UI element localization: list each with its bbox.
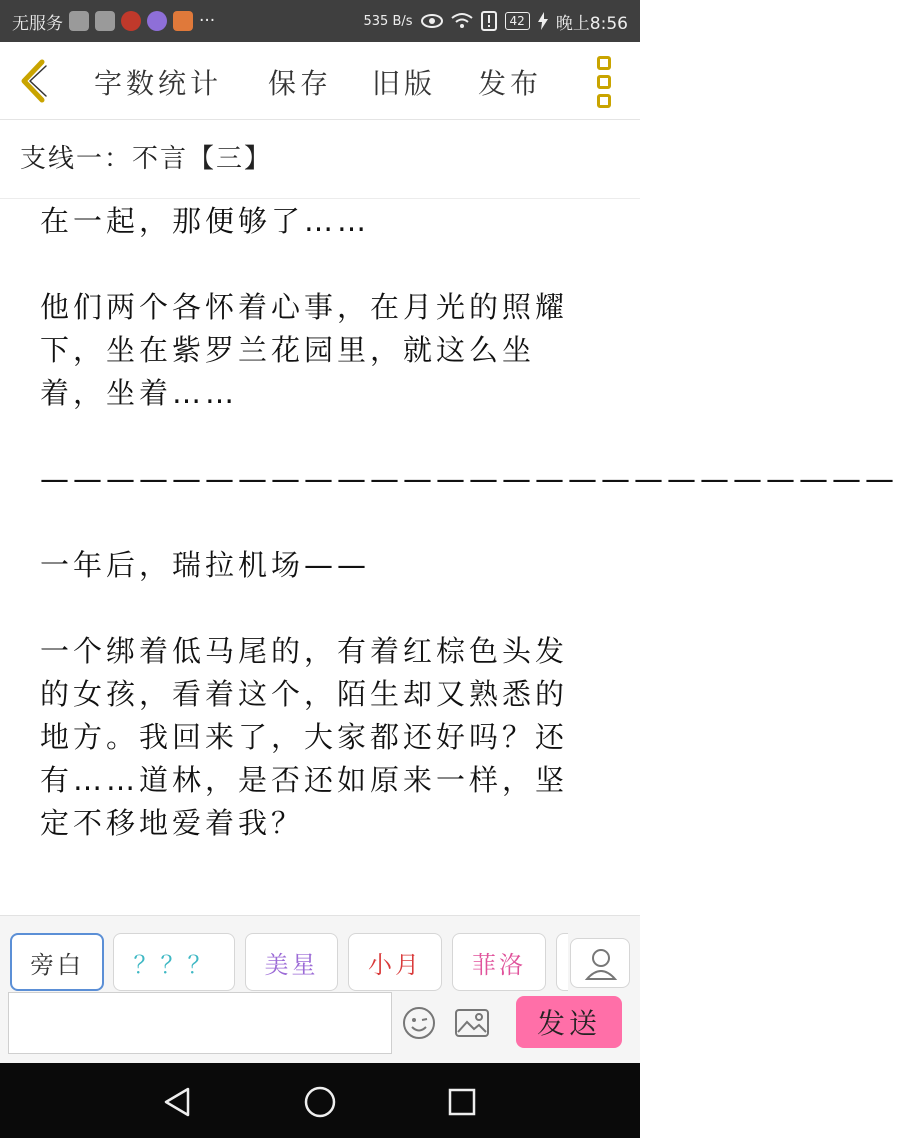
- role-label: 旁白: [30, 950, 84, 979]
- editor-toolbar: [0, 42, 640, 120]
- user-icon: [571, 939, 631, 989]
- status-right: [364, 0, 629, 42]
- net-speed: 535 B/s: [363, 13, 413, 29]
- story-paragraph: 他们两个各怀着心事，在月光的照耀下，坐在紫罗兰花园里，就这么坐着，坐着……: [40, 290, 569, 410]
- role-button-feiluo[interactable]: [452, 933, 546, 991]
- role-button-narrator[interactable]: [10, 933, 104, 991]
- role-button-overflow[interactable]: [556, 933, 568, 991]
- message-input[interactable]: [8, 992, 392, 1054]
- wifi-icon: [451, 12, 473, 30]
- story-paragraph: 一个绑着低马尾的，有着红棕色头发的女孩，看着这个，陌生却又熟悉的地方。我回来了，大家都还好吗？还有……道林，是否还如原来一样，坚定不移地爱着我？: [40, 634, 569, 840]
- circle-home-icon: [303, 1085, 337, 1119]
- more-vertical-icon: [597, 75, 611, 89]
- chapter-title[interactable]: 支线一：不言【三】: [20, 144, 273, 174]
- notification-app-icon: [147, 11, 167, 31]
- role-label: 菲洛: [472, 950, 526, 979]
- role-label: ？？？: [133, 950, 215, 979]
- notification-app-icon: [173, 11, 193, 31]
- triangle-back-icon: [160, 1085, 194, 1119]
- role-label: 美星: [264, 950, 319, 979]
- more-vertical-icon: [597, 56, 611, 70]
- story-paragraph: 在一起，那便够了……: [40, 204, 371, 238]
- more-menu-button[interactable]: [594, 56, 614, 108]
- status-bar: [0, 0, 640, 42]
- image-button[interactable]: [454, 1006, 490, 1040]
- notification-app-icon: [69, 11, 89, 31]
- role-button-unknown[interactable]: [113, 933, 235, 991]
- status-left: [12, 0, 215, 42]
- divider: [0, 198, 640, 199]
- role-button-xiaoyue[interactable]: [348, 933, 442, 991]
- story-paragraph: 一年后，瑞拉机场——: [40, 548, 371, 582]
- scene-separator: ——————————————————————————: [40, 462, 898, 496]
- more-vertical-icon: [597, 94, 611, 108]
- story-content[interactable]: [40, 200, 898, 912]
- word-count-button[interactable]: 字数统计: [94, 67, 223, 100]
- charging-icon: [538, 12, 548, 30]
- nav-home-button[interactable]: [303, 1085, 337, 1119]
- notification-app-icon: [121, 11, 141, 31]
- send-button[interactable]: [516, 996, 622, 1048]
- system-nav-bar: [0, 1063, 640, 1138]
- battery-indicator: 42: [505, 12, 530, 30]
- role-button-meixing[interactable]: [245, 933, 338, 991]
- save-button[interactable]: 保存: [268, 67, 333, 100]
- send-label: 发送: [536, 1007, 601, 1040]
- emoji-button[interactable]: [402, 1006, 436, 1040]
- old-version-button[interactable]: 旧版: [372, 67, 437, 100]
- role-label: 小月: [368, 950, 422, 979]
- nav-recent-button[interactable]: [445, 1085, 479, 1119]
- emoji-icon: [402, 1006, 436, 1040]
- eye-icon: [421, 13, 443, 29]
- image-icon: [454, 1006, 490, 1040]
- add-role-button[interactable]: [570, 938, 630, 988]
- publish-button[interactable]: 发布: [478, 67, 543, 100]
- back-button[interactable]: [14, 58, 54, 104]
- alert-icon: [481, 11, 497, 31]
- carrier-text: 无服务: [12, 13, 63, 34]
- notification-app-icon: [95, 11, 115, 31]
- clock: 晚上8:56: [555, 13, 628, 34]
- square-recent-icon: [445, 1085, 479, 1119]
- nav-back-button[interactable]: [160, 1085, 194, 1119]
- more-notifications-text: ···: [199, 11, 216, 31]
- chevron-left-icon: [14, 58, 54, 104]
